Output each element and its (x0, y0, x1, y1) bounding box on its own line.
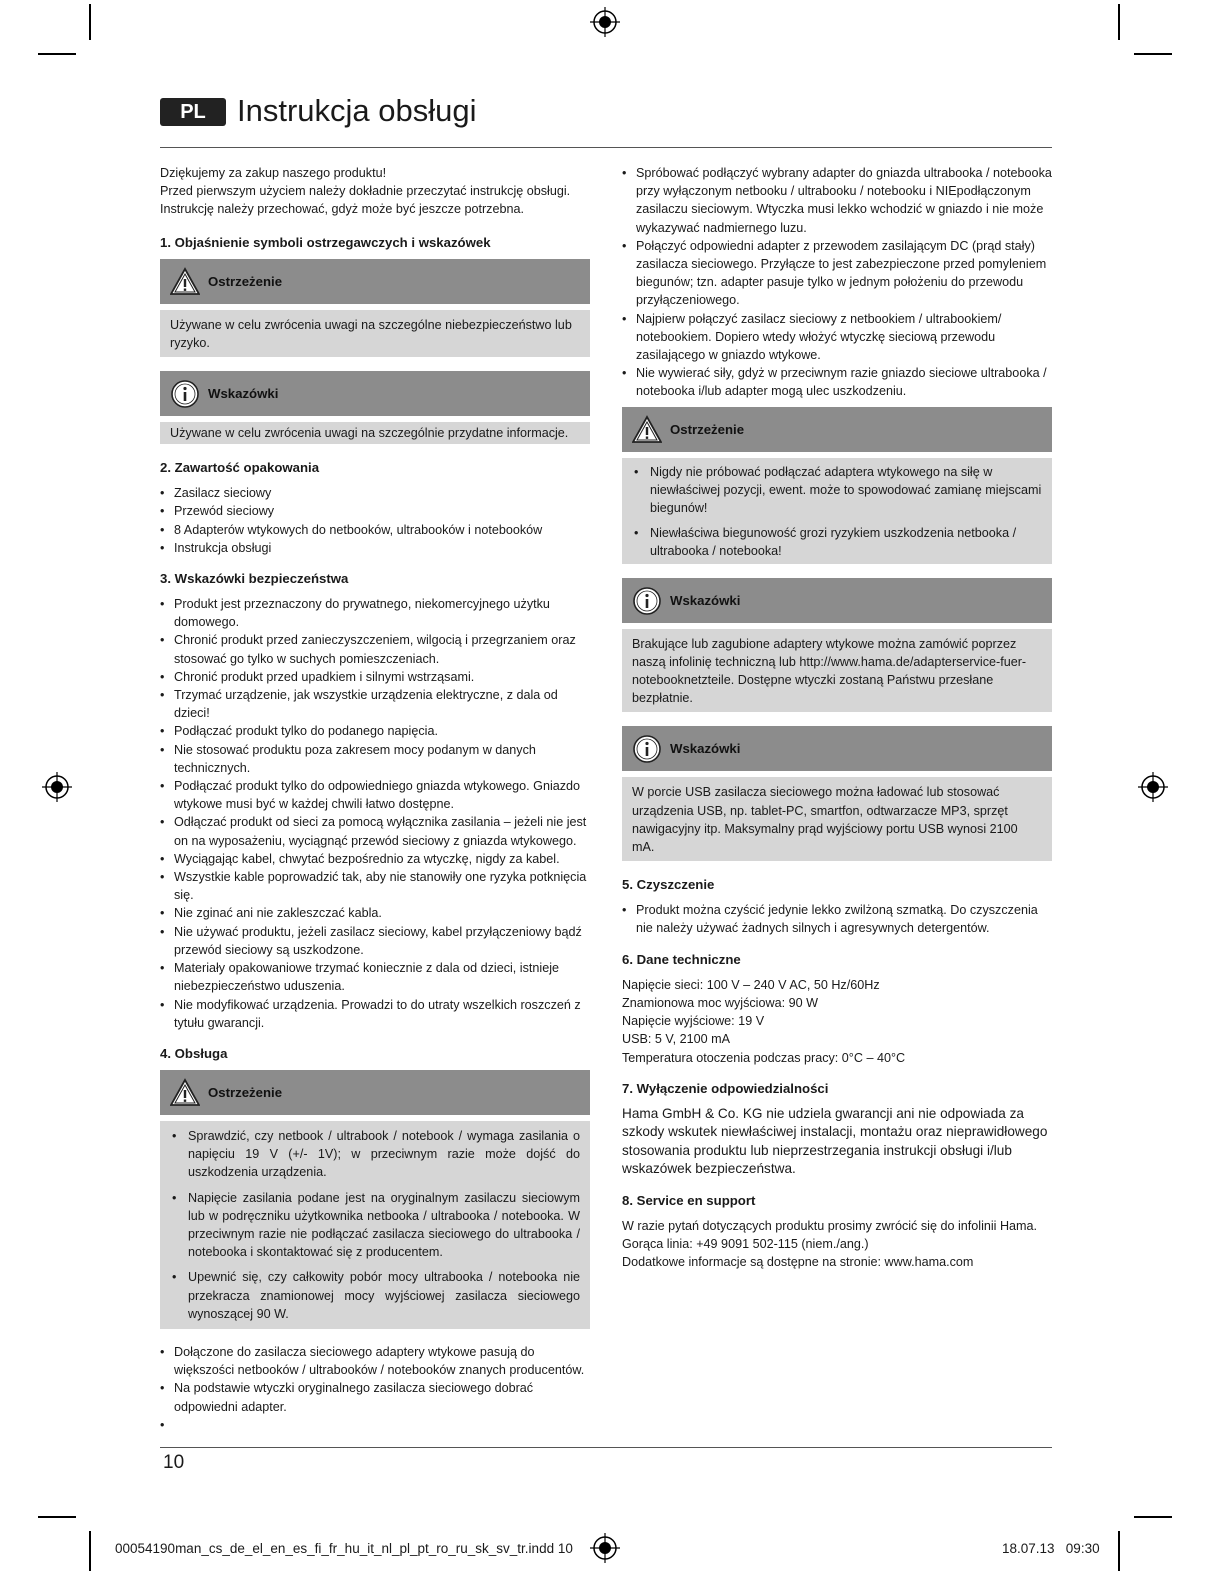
page-title: Instrukcja obsługi (237, 93, 477, 128)
list-item: • Najpierw połączyć zasilacz sieciowy z netbookiem / ultrabookiem/ notebookiem. Dopiero wtedy włożyć wtyczkę sieciową przewodu zasilającego w gniazdo wtykowe. (622, 310, 1052, 365)
list-item: • Nie zginać ani nie zakleszczać kabla. (160, 904, 590, 922)
warning-header (622, 407, 1052, 452)
slug-date: 18.07.13 09:30 (1002, 1541, 1100, 1556)
list-item (160, 1416, 590, 1434)
page-header (160, 95, 1052, 148)
list-item: • Materiały opakowaniowe trzymać koniecznie z dala od dzieci, istnieje niebezpieczeństwo uduszenia. (160, 959, 590, 995)
list-item: • Wszystkie kable poprowadzić tak, aby nie stanowiły one ryzyka potknięcia się. (160, 868, 590, 904)
support-line: Dodatkowe informacje są dostępne na stronie: www.hama.com (622, 1255, 974, 1270)
spec-line: USB: 5 V, 2100 mA (622, 1032, 731, 1047)
list-item: • Niewłaściwa biegunowość grozi ryzykiem uszkodzenia netbooka / ultrabooka / notebooka! (634, 524, 1042, 560)
support-line: W razie pytań dotyczących produktu prosimy zwrócić się do infolinii Hama. (622, 1218, 1038, 1233)
warning-label: Ostrzeżenie (670, 421, 745, 437)
registration-mark-icon (42, 772, 72, 802)
list-item: • Odłączać produkt od sieci za pomocą wyłącznika zasilania – jeżeli nie jest on na wyposażeniu, wyciągnąć przewód sieciowy z gniazda wtykowego. (160, 813, 590, 849)
list-item: • Instrukcja obsługi (160, 539, 590, 557)
footer-divider (160, 1447, 1052, 1448)
hint-header (622, 726, 1052, 771)
operation-list (160, 1343, 590, 1434)
list-item: • Zasilacz sieciowy (160, 484, 590, 502)
operation-list-continued (622, 164, 1052, 401)
slug-filename: 00054190man_cs_de_el_en_es_fi_fr_hu_it_nl_pl_pt_ro_ru_sk_sv_tr.indd 10 (115, 1541, 573, 1556)
section-title: 5. Czyszczenie (622, 877, 715, 893)
list-item: • Nie wywierać siły, gdyż w przeciwnym razie gniazdo sieciowe ultrabooka / notebooka i/lub adapter mogą ulec uszkodzeniu. (622, 364, 1052, 400)
intro-line: Dziękujemy za zakup naszego produktu! (160, 166, 387, 180)
hint-label: Wskazówki (670, 741, 741, 757)
hint-header (622, 578, 1052, 623)
spec-line: Napięcie wyjściowe: 19 V (622, 1014, 765, 1029)
hint-body (622, 629, 1052, 713)
section-title: 2. Zawartość opakowania (160, 460, 320, 476)
hint-label: Wskazówki (208, 386, 279, 402)
warning-list (172, 1127, 580, 1323)
info-icon (632, 586, 662, 616)
warning-header (160, 259, 590, 304)
crop-mark (1118, 1531, 1120, 1571)
list-item: • Sprawdzić, czy netbook / ultrabook / notebook / wymaga zasilania o napięciu 19 V (+/- 1V); w przeciwnym razie może dojść do uszkodzenia urządzenia. (172, 1127, 580, 1182)
info-icon (170, 379, 200, 409)
hint-text: Brakujące lub zagubione adaptery wtykowe można zamówić poprzez naszą infolinię techniczną lub http://www.hama.de/adapterservice-fuer-notebooknetzteile. Dostępne wtyczki zostaną Państwu przesłane bezpłatnie. (632, 636, 1027, 706)
registration-mark-icon (590, 1533, 620, 1563)
list-item: • Dołączone do zasilacza sieciowego adaptery wtykowe pasują do większości netbooków / ultrabooków / notebooków znanych producentów. (160, 1343, 590, 1379)
list-item: • Trzymać urządzenie, jak wszystkie urządzenia elektryczne, z dala od dzieci! (160, 686, 590, 722)
crop-mark (1134, 53, 1172, 55)
list-item: • Chronić produkt przed upadkiem i silnymi wstrząsami. (160, 668, 590, 686)
section-title: 6. Dane techniczne (622, 951, 741, 967)
support-line: Gorąca linia: +49 9091 502-115 (niem./ang.) (622, 1236, 869, 1251)
list-item: • Nie modyfikować urządzenia. Prowadzi to do utraty wszelkich roszczeń z tytułu gwarancji. (160, 996, 590, 1032)
warning-triangle-icon (170, 1078, 200, 1108)
list-item: • Upewnić się, czy całkowity pobór mocy ultrabooka / notebooka nie przekracza znamionowej mocy wyjściowej zasilacza sieciowego wynoszącej 90 W. (172, 1268, 580, 1323)
crop-mark (38, 1516, 76, 1518)
list-item: • Przewód sieciowy (160, 502, 590, 520)
list-item: • Połączyć odpowiedni adapter z przewodem zasilającym DC (prąd stały) zasilacza sieciowego. Przyłącze to jest zabezpieczone przed pomyleniem biegunów; tzn. adapter pasuje tylko w jednym położeniu do przewodu przyłączeniowego. (622, 237, 1052, 310)
spec-line: Znamionowa moc wyjściowa: 90 W (622, 995, 818, 1010)
support-info (622, 1217, 1052, 1272)
list-item: • Nie stosować produktu poza zakresem mocy podanym w danych technicznych. (160, 741, 590, 777)
section-title: 3. Wskazówki bezpieczeństwa (160, 571, 349, 587)
list-item: • Produkt jest przeznaczony do prywatnego, niekomercyjnego użytku domowego. (160, 595, 590, 631)
warning-label: Ostrzeżenie (208, 273, 283, 289)
list-item: • Na podstawie wtyczki oryginalnego zasilacza sieciowego dobrać odpowiedni adapter. (160, 1379, 590, 1415)
list-item: • Nie używać produktu, jeżeli zasilacz sieciowy, kabel przyłączeniowy bądź przewód sieciowy są uszkodzone. (160, 923, 590, 959)
list-item: • Chronić produkt przed zanieczyszczeniem, wilgocią i przegrzaniem oraz stosować go tylko w suchych pomieszczeniach. (160, 631, 590, 667)
hint-text: Używane w celu zwrócenia uwagi na szczególnie przydatne informacje. (170, 426, 569, 441)
list-item: • Wyciągając kabel, chwytać bezpośrednio za wtyczkę, nigdy za kabel. (160, 850, 590, 868)
right-column (622, 164, 1052, 1271)
spec-line: Napięcie sieci: 100 V – 240 V AC, 50 Hz/60Hz (622, 977, 880, 992)
list-item: • 8 Adapterów wtykowych do netbooków, ultrabooków i notebooków (160, 521, 590, 539)
list-item: • Podłączać produkt tylko do podanego napięcia. (160, 722, 590, 740)
crop-mark (89, 1531, 91, 1571)
crop-mark (89, 4, 91, 40)
hint-body (160, 422, 590, 444)
hint-text: W porcie USB zasilacza sieciowego można ładować lub stosować urządzenia USB, np. tablet-PC, smartfon, odtwarzacze MP3, sprzęt nawigacyjny itp. Maksymalny prąd wyjściowy portu USB wynosi 2100 mA. (632, 785, 1018, 855)
section-title: 8. Service en support (622, 1192, 756, 1208)
spec-line: Temperatura otoczenia podczas pracy: 0°C – 40°C (622, 1050, 906, 1065)
crop-mark (38, 53, 76, 55)
safety-list (160, 595, 590, 1032)
section-title: 4. Obsługa (160, 1045, 228, 1061)
cleaning-list (622, 901, 1052, 937)
list-item: • Napięcie zasilania podane jest na oryginalnym zasilaczu sieciowym lub w podręczniku użytkownika netbooka / ultrabooka / notebooka. W przeciwnym razie nie podłączać zasilacza sieciowego do ultrabooka / notebooka i skontaktować się z producentem. (172, 1189, 580, 1262)
language-badge: PL (160, 98, 226, 126)
intro-line: Instrukcję należy przechować, gdyż może być jeszcze potrzebna. (160, 202, 524, 217)
crop-mark (1118, 4, 1120, 40)
package-contents-list (160, 484, 590, 557)
registration-mark-icon (590, 7, 620, 37)
warning-header (160, 1070, 590, 1115)
warning-text: Używane w celu zwrócenia uwagi na szczególne niebezpieczeństwo lub ryzyko. (170, 317, 572, 350)
hint-header (160, 371, 590, 416)
intro (160, 164, 590, 219)
warning-triangle-icon (170, 267, 200, 297)
intro-line: Przed pierwszym użyciem należy dokładnie przeczytać instrukcję obsługi. (160, 184, 571, 199)
warning-body (160, 310, 590, 357)
warning-body (622, 458, 1052, 564)
warning-list (634, 463, 1042, 561)
section-title: 7. Wyłączenie odpowiedzialności (622, 1080, 829, 1096)
section-title: 1. Objaśnienie symboli ostrzegawczych i wskazówek (160, 234, 491, 250)
warning-body (160, 1121, 590, 1329)
warning-label: Ostrzeżenie (208, 1084, 283, 1100)
list-item: • Spróbować podłączyć wybrany adapter do gniazda ultrabooka / notebooka przy wyłączonym netbooku / ultrabooku / notebooku i NIEpodłączonym zasilaczu sieciowym. Wtyczka musi lekko wchodzić w gniazdo i nie może wykazywać nadmiernego luzu. (622, 164, 1052, 237)
hint-label: Wskazówki (670, 592, 741, 608)
page-number: 10 (163, 1452, 185, 1473)
liability-text: Hama GmbH & Co. KG nie udziela gwarancji ani nie odpowiada za szkody wskutek niewłaściwej instalacji, montażu oraz nieprawidłowego stosowania produktu lub nieprzestrzegania instrukcji obsługi i/lub wskazówek bezpieczeństwa. (622, 1105, 1048, 1177)
list-item: • Podłączać produkt tylko do odpowiedniego gniazda wtykowego. Gniazdo wtykowe musi być w każdej chwili łatwo dostępne. (160, 777, 590, 813)
warning-triangle-icon (632, 415, 662, 445)
list-item: • Produkt można czyścić jedynie lekko zwilżoną szmatką. Do czyszczenia nie należy używać żadnych silnych i agresywnych detergentów. (622, 901, 1052, 937)
list-item: • Nigdy nie próbować podłączać adaptera wtykowego na siłę w niewłaściwej pozycji, ewent. może to spowodować zamianę miejscami biegunów! (634, 463, 1042, 518)
hint-body (622, 777, 1052, 861)
left-column (160, 164, 590, 1446)
info-icon (632, 734, 662, 764)
crop-mark (1134, 1516, 1172, 1518)
technical-data (622, 976, 1052, 1067)
registration-mark-icon (1138, 772, 1168, 802)
